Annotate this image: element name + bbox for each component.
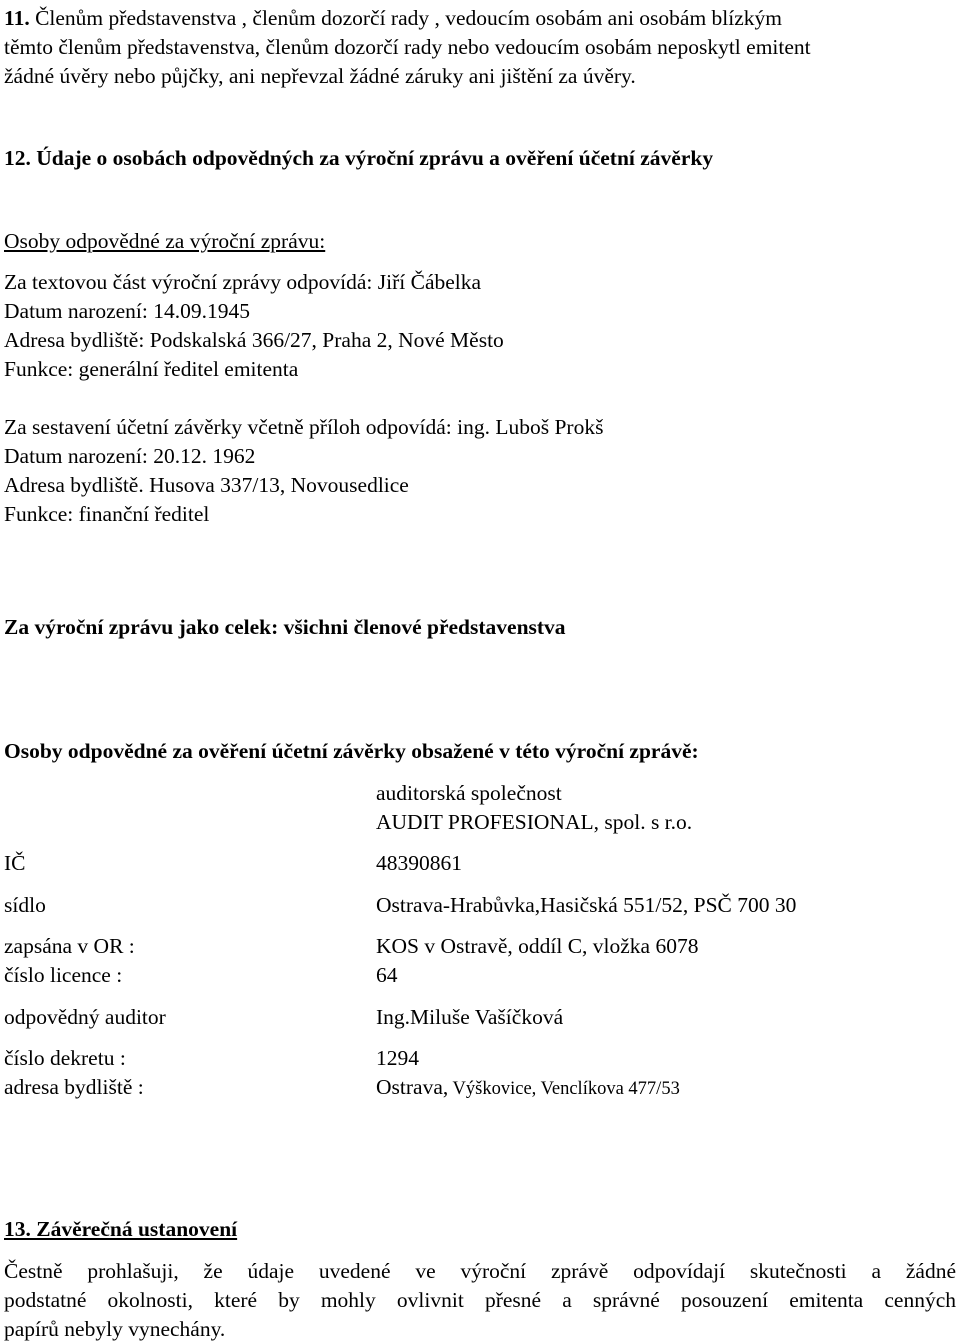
auditor-address-label: adresa bydliště : — [4, 1075, 144, 1099]
decree-label: číslo dekretu : — [4, 1046, 126, 1070]
responsible-persons-heading: Osoby odpovědné za výroční zprávu: — [4, 229, 326, 253]
section-11-text-1: Členům představenstva , členům dozorčí rady , vedoucím osobám ani osobám blízkým — [29, 6, 783, 30]
licence-label: číslo licence : — [4, 963, 123, 987]
section-13-heading-text: 13. Závěrečná ustanovení — [4, 1217, 238, 1241]
auditor-address-city: Ostrava, — [376, 1075, 449, 1099]
person2-function: Funkce: finanční ředitel — [4, 502, 210, 526]
section-12-heading: 12. Údaje o osobách odpovědných za výroční zprávu a ověření účetní závěrky — [4, 146, 714, 170]
person2-responsibility: Za sestavení účetní závěrky včetně příloh odpovídá: ing. Luboš Prokš — [4, 415, 604, 439]
whole-report-responsibility: Za výroční zprávu jako celek: všichni členové představenstva — [4, 615, 566, 639]
auditor-name: AUDIT PROFESIONAL, spol. s r.o. — [376, 810, 693, 834]
section-13-para-line-2: podstatné okolnosti, které by mohly ovlivnit přesné a správné posouzení emitenta cenných — [4, 1288, 956, 1312]
decree-value: 1294 — [376, 1046, 419, 1070]
audit-heading: Osoby odpovědné za ověření účetní závěrky obsažené v této výroční zprávě: — [4, 739, 699, 763]
auditor-type: auditorská společnost — [376, 781, 562, 805]
section-13-heading — [4, 1215, 237, 1244]
person2-address: Adresa bydliště. Husova 337/13, Novousedlice — [4, 473, 409, 497]
licence-value: 64 — [376, 963, 398, 987]
section-11-line-2: těmto členům představenstva, členům dozorčí rady nebo vedoucím osobám neposkytl emitent — [4, 35, 811, 59]
person2-birth-date: Datum narození: 20.12. 1962 — [4, 444, 256, 468]
ic-value: 48390861 — [376, 851, 462, 875]
auditor-address-street: Výškovice, Venclíkova 477/53 — [448, 1079, 680, 1099]
section-11-line-3: žádné úvěry nebo půjčky, ani nepřevzal žádné záruky ani jištění za úvěry. — [4, 64, 636, 88]
register-value: KOS v Ostravě, oddíl C, vložka 6078 — [376, 934, 699, 958]
section-13-para-line-1: Čestně prohlašuji, že údaje uvedené ve výroční zprávě odpovídají skutečnosti a žádné — [4, 1259, 956, 1283]
person1-responsibility: Za textovou část výroční zprávy odpovídá: Jiří Čábelka — [4, 270, 482, 294]
person1-birth-date: Datum narození: 14.09.1945 — [4, 299, 251, 323]
section-11-line-1 — [4, 4, 782, 33]
register-label: zapsána v OR : — [4, 934, 135, 958]
auditor-address-value — [376, 1073, 680, 1104]
ic-label: IČ — [4, 851, 26, 875]
seat-label: sídlo — [4, 893, 46, 917]
section-11-number: 11. — [4, 6, 30, 30]
seat-value: Ostrava-Hrabůvka,Hasičská 551/52, PSČ 700 30 — [376, 893, 797, 917]
section-13-para-line-3: papírů nebyly vynechány. — [4, 1317, 226, 1341]
person1-address: Adresa bydliště: Podskalská 366/27, Praha 2, Nové Město — [4, 328, 504, 352]
responsible-auditor-label: odpovědný auditor — [4, 1005, 166, 1029]
person1-function: Funkce: generální ředitel emitenta — [4, 357, 299, 381]
responsible-auditor-value: Ing.Miluše Vašíčková — [376, 1005, 564, 1029]
